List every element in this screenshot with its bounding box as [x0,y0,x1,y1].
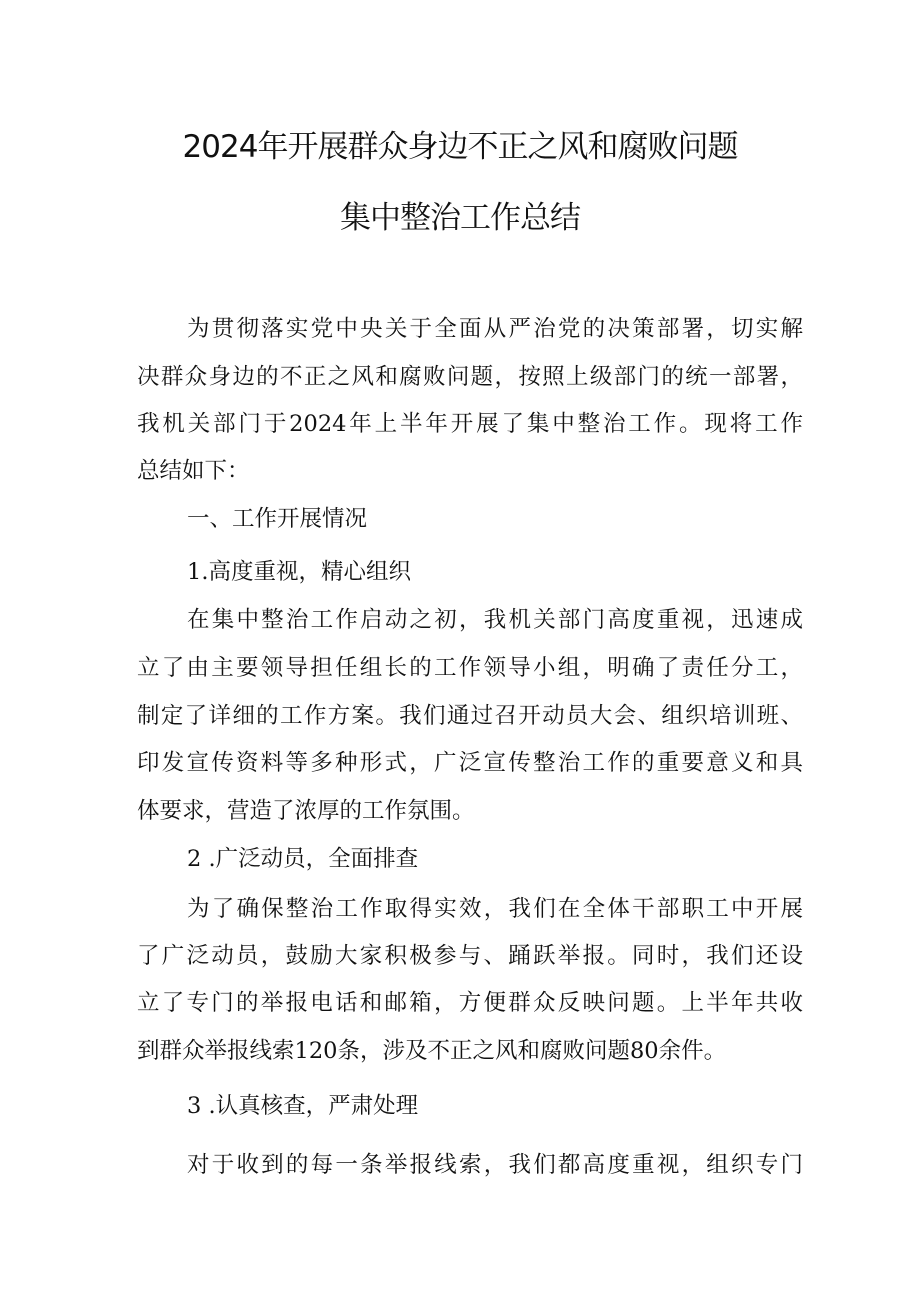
document-title-line-1: 2024年开展群众身边不正之风和腐败问题 [182,129,738,165]
paragraph-2-line: 了广泛动员，鼓励大家积极参与、踊跃举报。同时，我们还设 [137,943,803,969]
subsection-heading-1: 1.高度重视，精心组织 [187,559,411,585]
paragraph-2-line: 立了专门的举报电话和邮箱，方便群众反映问题。上半年共收 [137,990,803,1016]
document-title-line-2: 集中整治工作总结 [340,200,580,236]
paragraph-3-line: 对于收到的每一条举报线索，我们都高度重视，组织专门 [187,1152,803,1178]
paragraph-2-line: 到群众举报线索120条，涉及不正之风和腐败问题80余件。 [137,1038,727,1064]
paragraph-1-line: 印发宣传资料等多种形式，广泛宣传整治工作的重要意义和具 [137,750,803,776]
subsection-heading-3: 3 .认真核查，严肃处理 [187,1093,419,1119]
intro-paragraph-line: 我机关部门于2024年上半年开展了集中整治工作。现将工作 [137,411,803,437]
intro-paragraph-line: 决群众身边的不正之风和腐败问题，按照上级部门的统一部署， [137,364,803,390]
section-heading: 一、工作开展情况 [187,506,368,532]
intro-paragraph-line: 为贯彻落实党中央关于全面从严治党的决策部署，切实解 [187,316,803,342]
paragraph-1-line: 在集中整治工作启动之初，我机关部门高度重视，迅速成 [187,607,803,633]
paragraph-1-line: 制定了详细的工作方案。我们通过召开动员大会、组织培训班、 [137,703,803,729]
intro-paragraph-line: 总结如下： [137,458,250,484]
paragraph-1-line: 立了由主要领导担任组长的工作领导小组，明确了责任分工， [137,655,803,681]
paragraph-2-line: 为了确保整治工作取得实效，我们在全体干部职工中开展 [187,896,803,922]
subsection-heading-2: 2 .广泛动员，全面排查 [187,846,419,872]
paragraph-1-line: 体要求，营造了浓厚的工作氛围。 [137,798,475,824]
